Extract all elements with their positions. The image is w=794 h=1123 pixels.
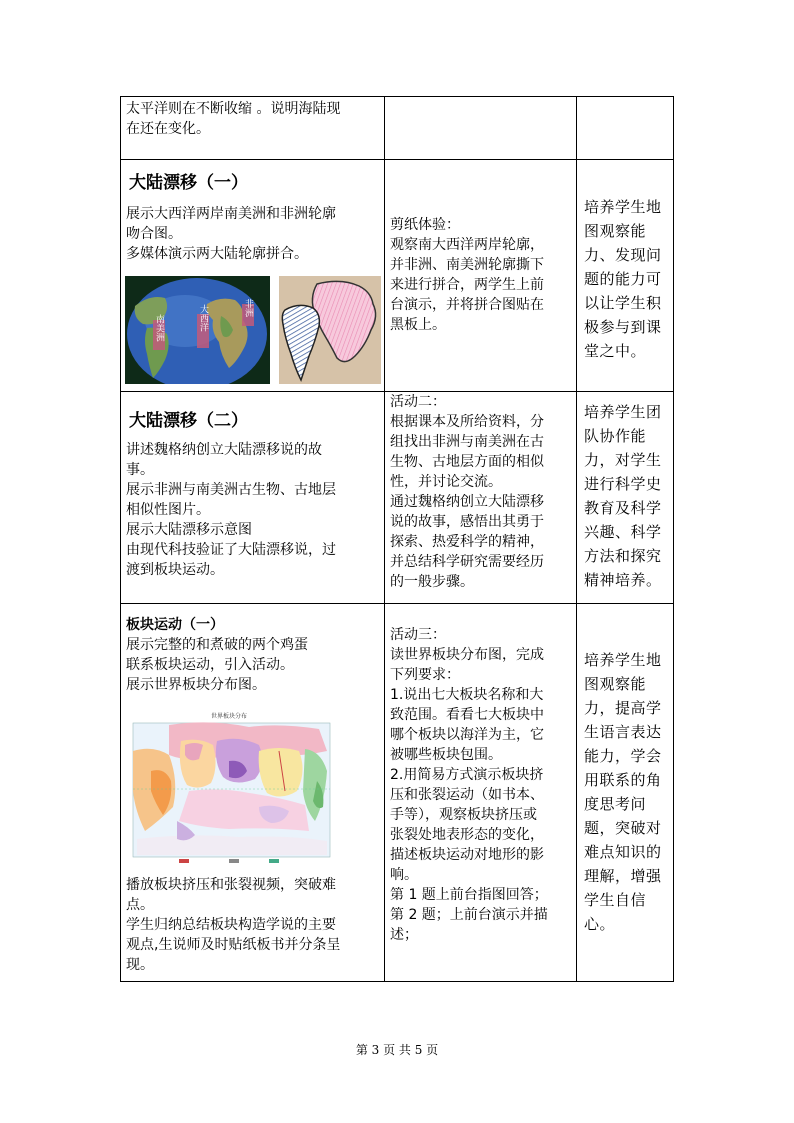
design-intent-cell [576,603,674,982]
text-line: 题的能力可 [584,270,662,288]
text-line: 压和张裂运动（如书本、 [390,787,544,803]
text-line: 被哪些板块包围。 [390,747,502,763]
text-line: 来进行拼合，两学生上前 [390,277,544,293]
page-footer: 第 3 页 共 5 页 [355,1043,439,1057]
text-line: 第 2 题；上前台演示并描 [390,907,548,923]
design-intent-cell [576,391,674,603]
text-line: 哪个板块以海洋为主，它 [390,727,544,743]
table-row [120,96,674,159]
text-line: 展示完整的和煮破的两个鸡蛋 [126,637,308,653]
text-line: 展示大西洋两岸南美洲和非洲轮廓 [126,206,336,222]
text-line: 响。 [390,867,418,883]
text-line: 力，提高学 [584,699,662,717]
text-line: 心。 [584,915,616,933]
text-line: 说的故事，感悟出其勇于 [390,514,544,530]
text-line: 事。 [126,462,154,478]
text-line: 力、发现问 [584,246,662,264]
text-line: 能力，学会 [584,747,662,765]
text-line: 生语言表达 [584,723,662,741]
teacher-activity-cell [120,96,384,159]
text-line: 理解，增强 [584,867,662,885]
text-line: 队协作能 [584,427,647,445]
text-line: 题，突破对 [584,819,662,837]
text-line: 第 1 题上前台指图回答； [390,887,548,903]
text-line: 生物、古地层方面的相似 [390,454,544,470]
text-line: 下列要求： [390,667,460,683]
text-line: 1.说出七大板块名称和大 [390,687,544,703]
map-label-africa: 非洲 [243,299,253,317]
text-line: 的一般步骤。 [390,574,474,590]
text-line: 述； [390,927,418,943]
text-line: 活动三： [390,627,446,643]
text-line: 联系板块运动，引入活动。 [126,657,294,673]
text-line: 现。 [126,957,154,973]
text-line: 培养学生地 [584,651,662,669]
text-line: 渡到板块运动。 [126,562,224,578]
student-activity-cell [384,603,576,982]
text-line: 并非洲、南美洲轮廓撕下 [390,257,544,273]
text-line: 吻合图。 [126,226,182,242]
text-line: 读世界板块分布图，完成 [390,647,544,663]
text-line: 在还在变化。 [126,121,210,137]
text-line: 极参与到课 [584,318,662,336]
text-line: 展示世界板块分布图。 [126,677,266,693]
map-label-atlantic: 大西洋 [198,304,208,332]
map-title: 世界板块分布 [210,713,248,720]
text-line: 黑板上。 [390,317,446,333]
text-line: 2.用简易方式演示板块挤 [390,767,544,783]
student-activity-cell [384,391,576,603]
text-line: 讲述魏格纳创立大陆漂移说的故 [126,442,322,458]
teacher-activity-cell [120,391,384,603]
text-line: 根据课本及所给资料，分 [390,414,544,430]
text-line: 描述板块运动对地形的影 [390,847,544,863]
design-intent-cell [576,159,674,391]
text-line: 用联系的角 [584,771,662,789]
section-heading: 大陆漂移（一） [129,173,248,193]
teacher-activity-cell [120,159,384,391]
text-line: 探索、热爱科学的精神， [390,534,544,550]
section-heading: 板块运动（一） [126,617,224,633]
text-line: 并总结科学研究需要经历 [390,554,544,570]
text-line: 台演示，并将拼合图贴在 [390,297,544,313]
text-line: 精神培养。 [584,571,662,589]
table-row [120,603,674,982]
text-line: 太平洋则在不断收缩 。说明海陆现 [126,101,341,117]
text-line: 通过魏格纳创立大陆漂移 [390,494,544,510]
text-line: 学生归纳总结板块构造学说的主要 [126,917,336,933]
teacher-activity-cell [120,603,384,982]
section-heading: 大陆漂移（二） [129,411,248,431]
text-line: 培养学生团 [584,403,662,421]
table-row [120,159,674,391]
text-line: 观点,生说师及时贴纸板书并分条呈 [126,937,341,953]
text-line: 展示大陆漂移示意图 [126,522,252,538]
text-line: 点。 [126,897,154,913]
text-line: 学生自信 [584,891,647,909]
lesson-table [120,96,674,982]
text-line: 多媒体演示两大陆轮廓拼合。 [126,246,308,262]
text-line: 力，对学生 [584,451,662,469]
text-line: 难点知识的 [584,843,662,861]
text-line: 教育及科学 [584,499,662,517]
text-line: 相似性图片。 [126,502,210,518]
atlantic-coast-globe-image [125,276,270,384]
student-activity-cell [384,96,576,159]
table-row [120,391,674,603]
paper-continent-cutout-image [279,276,381,384]
text-line: 致范围。看看七大板块中 [390,707,544,723]
text-line: 组找出非洲与南美洲在古 [390,434,544,450]
text-line: 由现代科技验证了大陆漂移说，过 [126,542,336,558]
text-line: 度思考问 [584,795,647,813]
text-line: 展示非洲与南美洲古生物、古地层 [126,482,336,498]
text-line: 图观察能 [584,222,647,240]
text-line: 堂之中。 [584,342,647,360]
map-label-south-america: 南美洲 [154,314,164,342]
text-line: 张裂处地表形态的变化， [390,827,544,843]
text-line: 培养学生地 [584,198,662,216]
text-line: 兴趣、科学 [584,523,662,541]
text-line: 剪纸体验： [390,217,460,233]
text-line: 图观察能 [584,675,647,693]
text-line: 播放板块挤压和张裂视频，突破难 [126,877,336,893]
text-line: 方法和探究 [584,547,662,565]
world-plates-map-image [129,711,334,866]
student-activity-cell [384,159,576,391]
text-line: 进行科学史 [584,475,662,493]
design-intent-cell [576,96,674,159]
text-line: 手等），观察板块挤压或 [390,807,537,823]
text-line: 观察南大西洋两岸轮廓， [390,237,544,253]
text-line: 性，并讨论交流。 [390,474,502,490]
text-line: 以让学生积 [584,294,662,312]
text-line: 活动二： [390,394,446,410]
